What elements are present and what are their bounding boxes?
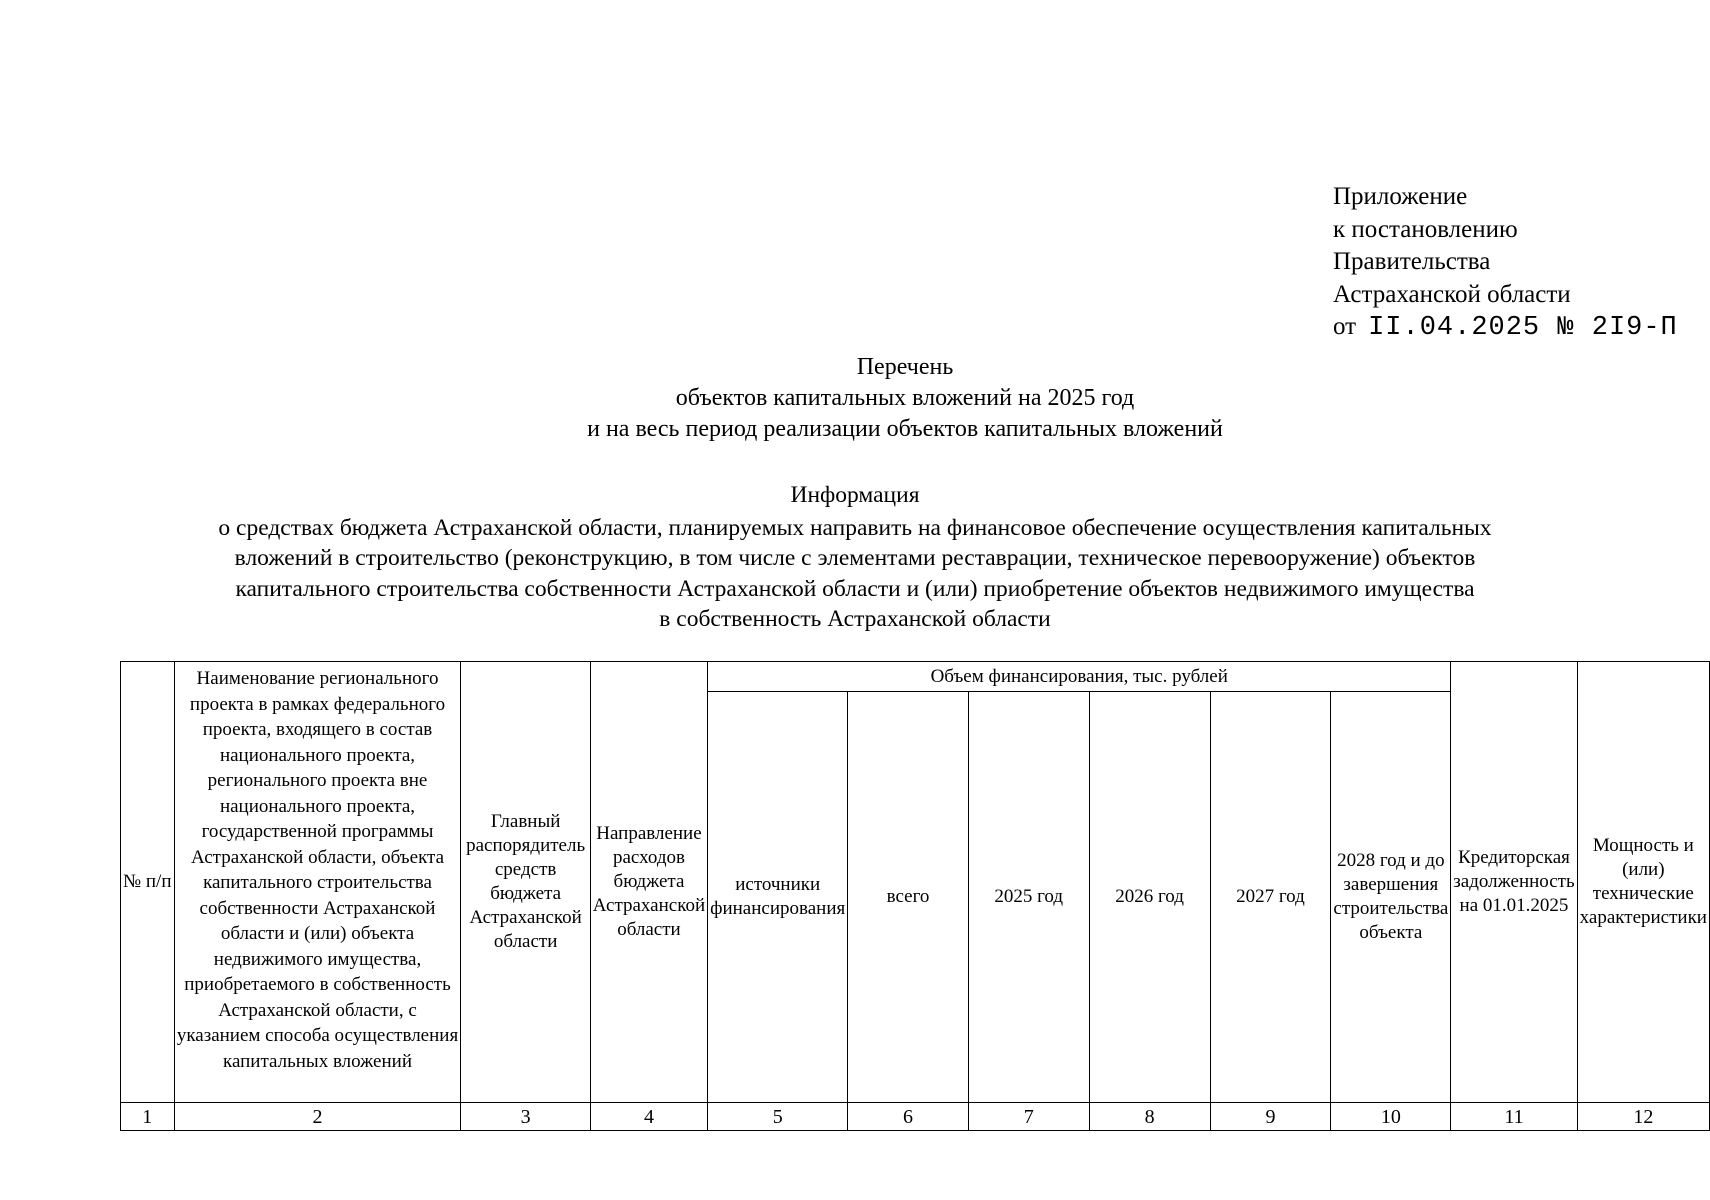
header-col-2027: 2027 год: [1210, 692, 1331, 1103]
info-line: о средствах бюджета Астраханской области, планируемых направить на финансовое обеспечение осуществления капитальных: [218, 514, 1492, 541]
info-line: капитального строительства собственности Астраханской области и (или) приобретение объектов недвижимого имущества: [235, 575, 1475, 602]
header-col-manager: Главный распорядитель средств бюджета Астраханской области: [461, 662, 590, 1103]
header-col-2026: 2026 год: [1089, 692, 1210, 1103]
column-number-cell: 8: [1089, 1103, 1210, 1131]
column-number-cell: 1: [121, 1103, 175, 1131]
appendix-line: Правительства: [1333, 248, 1491, 275]
header-col-expense-direction: Направление расходов бюджета Астраханской области: [590, 662, 707, 1103]
header-col-capacity: Мощность и (или) технические характеристики: [1577, 662, 1709, 1103]
header-col-2025: 2025 год: [968, 692, 1089, 1103]
header-col-number: № п/п: [121, 662, 175, 1103]
document-title: [0, 352, 1710, 445]
header-col-2028: 2028 год и до завершения строительства объекта: [1331, 692, 1451, 1103]
info-heading: Информация: [790, 482, 920, 508]
column-number-cell: 9: [1210, 1103, 1331, 1131]
header-col-creditor-debt: Кредиторская задолженность на 01.01.2025: [1451, 662, 1577, 1103]
column-numbers-row: [121, 1103, 1710, 1131]
column-number-cell: 10: [1331, 1103, 1451, 1131]
column-number-cell: 5: [708, 1103, 848, 1131]
info-line: вложений в строительство (реконструкцию, в том числе с элементами реставрации, техническое перевооружение) объектов: [234, 545, 1476, 571]
column-number-cell: 12: [1577, 1103, 1709, 1131]
header-col-total: всего: [848, 692, 969, 1103]
header-col-sources: источники финансирования: [708, 692, 848, 1103]
column-number-cell: 3: [461, 1103, 590, 1131]
column-number-cell: 6: [848, 1103, 969, 1131]
header-col-name: Наименование регионального проекта в рамках федерального проекта, входящего в состав национального проекта, регионального проекта вне национального проекта, государственной программы Астраханской области, объекта капитального строительства собственности Астраханской области и (или) объекта недвижимого имущества, приобретаемого в собственность Астраханской области, с указанием способа осуществления капитальных вложений: [174, 662, 461, 1103]
appendix-line: Астраханской области: [1333, 280, 1571, 308]
capital-investments-table: [120, 661, 1710, 1131]
information-block: [105, 480, 1605, 635]
appendix-ot-label: от: [1333, 313, 1357, 340]
title-line: и на весь период реализации объектов капитальных вложений: [587, 416, 1223, 442]
appendix-line: к постановлению: [1333, 215, 1518, 243]
appendix-line: Приложение: [1333, 183, 1468, 210]
column-number-cell: 2: [174, 1103, 461, 1131]
appendix-date-stamp: II.04.2025 № 2I9-П: [1368, 313, 1678, 343]
info-line: в собственность Астраханской области: [659, 606, 1051, 632]
header-financing-group: Объем финансирования, тыс. рублей: [708, 662, 1451, 692]
appendix-block: [1333, 181, 1678, 345]
appendix-date-line: [1333, 311, 1678, 345]
column-number-cell: 4: [590, 1103, 707, 1131]
title-line: Перечень: [856, 354, 954, 380]
title-line: объектов капитальных вложений на 2025 год: [675, 385, 1135, 411]
column-number-cell: 11: [1451, 1103, 1577, 1131]
column-number-cell: 7: [968, 1103, 1089, 1131]
